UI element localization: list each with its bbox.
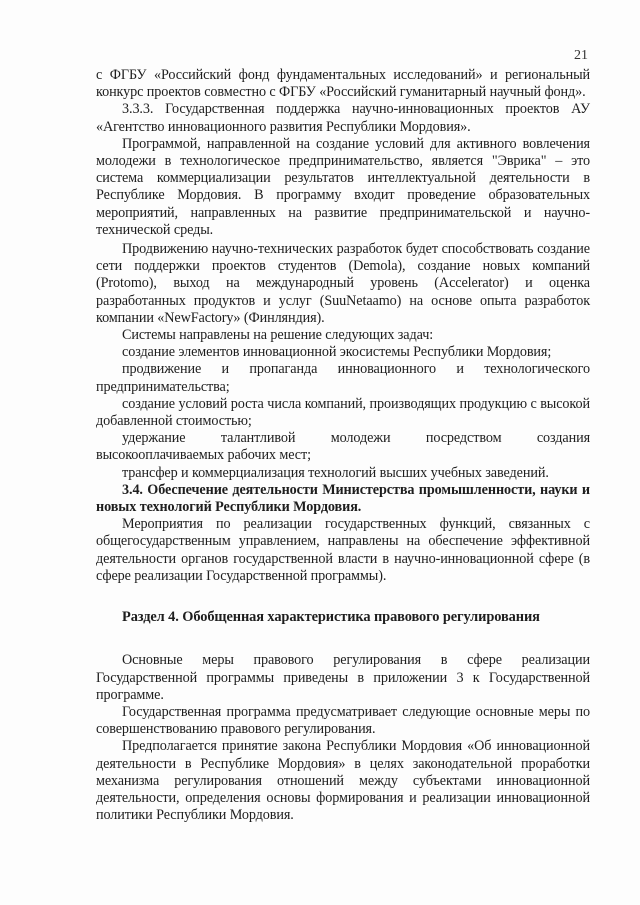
paragraph-state-functions: Мероприятия по реализации государственных функций, связанных с общегосударственным управлением, направлены на обеспечение эффективной деятельности органов государственной власти в научно-инновационной сфере (в сфере реализации Государственной программы). [96,516,590,584]
paragraph-continuation: с ФГБУ «Российский фонд фундаментальных исследований» и региональный конкурс проектов совместно с ФГБУ «Российский гуманитарный научный фонд». [96,67,590,101]
paragraph-proposed-law: Предполагается принятие закона Республики Мордовия «Об инновационной деятельности в Республике Мордовия» в целях законодательной проработки механизма регулирования отношений между субъектами инновационной деятельности, определения основы формирования и реализации инновационной политики Республики Мордовия. [96,738,590,824]
task-item-transfer: трансфер и коммерциализация технологий высших учебных заведений. [122,464,549,481]
task-item-retention: удержание талантливой молодежи посредством создания высокооплачиваемых рабочих мест; [96,430,590,464]
subsection-heading-3-3-3: 3.3.3. Государственная поддержка научно-инновационных проектов АУ «Агентство инновационного развития Республики Мордовия». [96,101,590,135]
paragraph-program-provisions: Государственная программа предусматривает следующие основные меры по совершенствованию правового регулирования. [96,703,590,738]
task-item-ecosystem: создание элементов инновационной экосистемы Республики Мордовия; [122,344,552,361]
task-item-growth: создание условий роста числа компаний, производящих продукцию с высокой добавленной стоимостью; [96,395,590,430]
paragraph-evrika-program: Программой, направленной на создание условий для активного вовлечения молодежи в технологическое предпринимательство, является "Эврика" – это система коммерциализации результатов интеллектуальной деятельности в Республике Мордовия. В программу входит проведение образовательных мероприятий, направленных на развитие предпринимательской и научно-технической среды. [96,135,590,238]
section-heading-4: Раздел 4. Обобщенная характеристика правового регулирования [122,609,540,626]
paragraph-promotion: Продвижению научно-технических разработок будет способствовать создание сети поддержки проектов студентов (Demola), создание новых компаний (Protomo), выход на международный уровень (Accelerator) и оценка разработанных продуктов и услуг (SuuNetaamo) на основе опыта разработок компании «NewFactory» (Финляндия). [96,241,590,326]
page-number: 21 [574,48,588,63]
document-body [96,67,590,824]
paragraph-legal-measures: Основные меры правового регулирования в сфере реализации Государственной программы приведены в приложении 3 к Государственной программе. [96,652,590,703]
task-item-entrepreneurship: продвижение и пропаганда инновационного и технологического предпринимательства; [96,361,590,395]
paragraph-tasks-intro: Системы направлены на решение следующих задач: [122,327,434,344]
subsection-heading-3-4: 3.4. Обеспечение деятельности Министерства промышленности, науки и новых технологий Республики Мордовия. [96,481,590,516]
